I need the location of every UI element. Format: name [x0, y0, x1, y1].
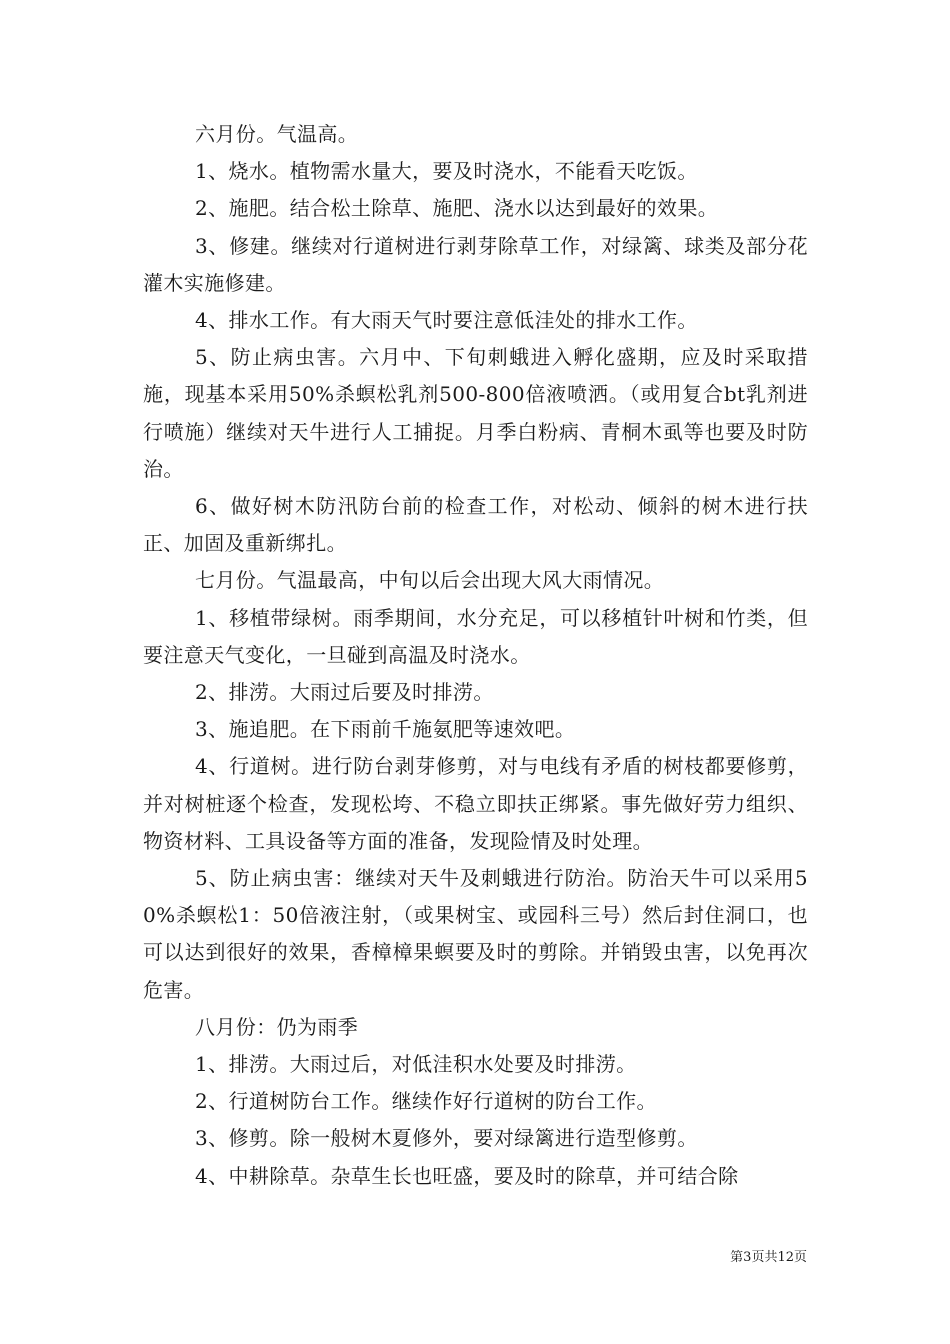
paragraph-june-heading: 六月份。气温高。 — [195, 122, 359, 146]
paragraph-june-5: 5、防止病虫害。六月中、下旬刺蛾进入孵化盛期，应及时采取措施，现基本采用50%杀螟松乳剂500-800倍液喷洒。（或用复合bt乳剂进行喷施）继续对天牛进行人工捕捉。月季白粉病、青桐木虱等也要及时防治。 — [143, 345, 808, 481]
paragraph-july-3: 3、施追肥。在下雨前千施氨肥等速效吧。 — [195, 717, 576, 742]
paragraph-july-4: 4、行道树。进行防台剥芽修剪，对与电线有矛盾的树枝都要修剪，并对树桩逐个检查，发现松垮、不稳立即扶正绑紧。事先做好劳力组织、物资材料、工具设备等方面的准备，发现险情及时处理。 — [143, 754, 808, 853]
paragraph-august-4: 4、中耕除草。杂草生长也旺盛，要及时的除草，并可结合除 — [195, 1163, 739, 1188]
page-number-footer: 第3页共12页 — [730, 1250, 807, 1265]
paragraph-august-heading: 八月份：仍为雨季 — [195, 1014, 359, 1039]
paragraph-june-4: 4、排水工作。有大雨天气时要注意低洼处的排水工作。 — [195, 308, 698, 333]
paragraph-june-1: 1、烧水。植物需水量大，要及时浇水，不能看天吃饭。 — [195, 159, 698, 184]
paragraph-june-3: 3、修建。继续对行道树进行剥芽除草工作，对绿篱、球类及部分花灌木实施修建。 — [143, 233, 808, 295]
paragraph-june-2: 2、施肥。结合松土除草、施肥、浇水以达到最好的效果。 — [195, 196, 719, 221]
paragraph-july-5: 5、防止病虫害：继续对天牛及刺蛾进行防治。防治天牛可以采用50%杀螟松1：50倍液注射，（或果树宝、或园科三号）然后封住洞口，也可以达到很好的效果，香樟樟果螟要及时的剪除。并销毁虫害，以免再次危害。 — [143, 866, 808, 1002]
paragraph-june-6: 6、做好树木防汛防台前的检查工作，对松动、倾斜的树木进行扶正、加固及重新绑扎。 — [143, 494, 808, 556]
paragraph-july-heading: 七月份。气温最高，中旬以后会出现大风大雨情况。 — [195, 568, 665, 593]
paragraph-july-1: 1、移植带绿树。雨季期间，水分充足，可以移植针叶树和竹类，但要注意天气变化，一旦碰到高温及时浇水。 — [143, 605, 808, 667]
paragraph-august-1: 1、排涝。大雨过后，对低洼积水处要及时排涝。 — [195, 1052, 637, 1077]
paragraph-august-3: 3、修剪。除一般树木夏修外，要对绿篱进行造型修剪。 — [195, 1126, 698, 1151]
paragraph-july-2: 2、排涝。大雨过后要及时排涝。 — [195, 680, 494, 705]
paragraph-august-2: 2、行道树防台工作。继续作好行道树的防台工作。 — [195, 1089, 657, 1114]
document-body — [143, 116, 808, 1195]
